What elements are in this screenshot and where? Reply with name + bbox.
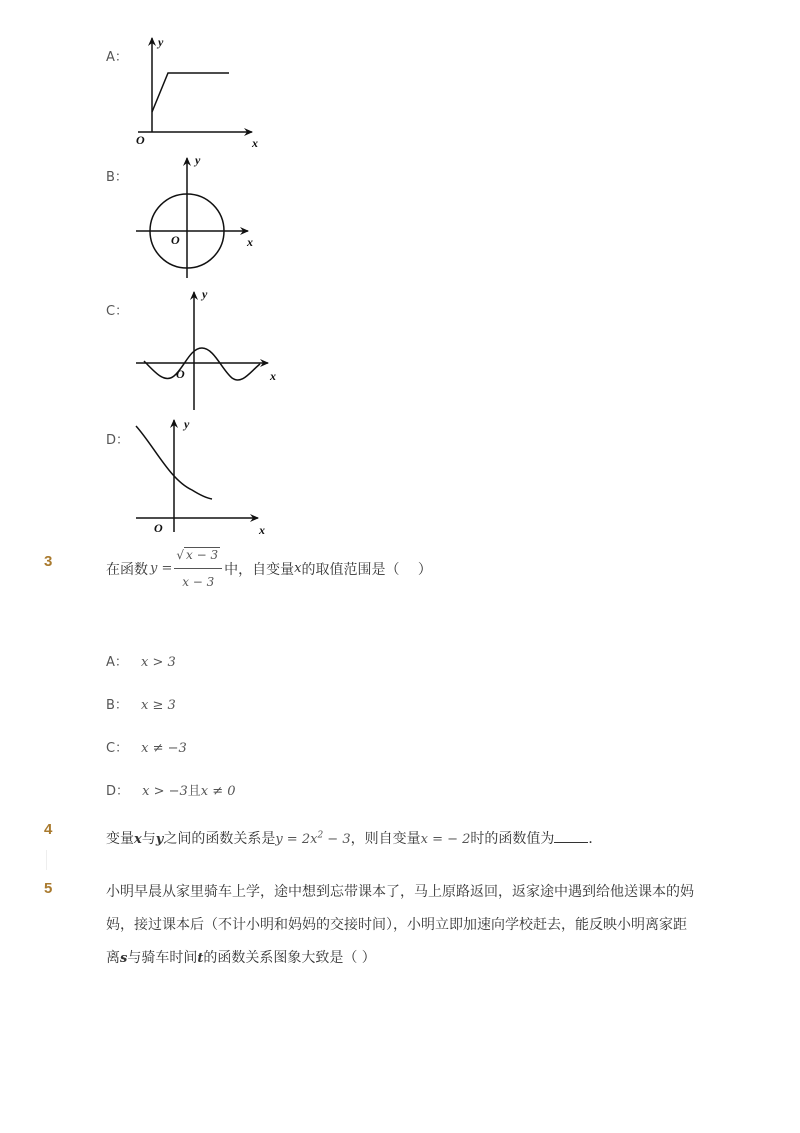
- question-line-3: [106, 947, 376, 967]
- y-axis-label: y: [184, 417, 190, 431]
- question-number: 4: [44, 821, 53, 838]
- origin-label: O: [154, 521, 163, 535]
- stem-prefix: 在函数: [106, 561, 148, 578]
- question-stem: [106, 548, 432, 589]
- x-axis-label: x: [247, 235, 253, 249]
- option-expr: x ≠ −3: [141, 741, 187, 756]
- x-axis-label: x: [270, 369, 276, 383]
- option-expr-2: x ≠ 0: [200, 784, 236, 799]
- question-stem: [106, 828, 602, 848]
- option-label: D：: [106, 784, 130, 799]
- equation: − 3: [323, 832, 351, 847]
- q3-option-a[interactable]: [106, 651, 176, 670]
- option-expr: x > 3: [141, 655, 176, 670]
- equation: x = − 2: [420, 832, 471, 847]
- fraction-denominator: x − 3: [182, 575, 215, 589]
- graph-d: [130, 414, 280, 546]
- stem-text: 与骑车时间: [127, 950, 198, 966]
- stem-text: 时的函数值为: [470, 831, 555, 847]
- fraction-numerator: √ x − 3: [174, 548, 222, 569]
- origin-label: O: [176, 367, 185, 381]
- stem-var: x: [294, 561, 302, 576]
- question-number: 3: [44, 553, 53, 570]
- graph-a: [130, 32, 270, 158]
- equation-exponent: 2: [317, 830, 324, 841]
- option-join: 且: [187, 784, 201, 799]
- stem-var: t: [197, 951, 204, 966]
- origin-label: O: [136, 133, 145, 147]
- stem-text: 之间的函数关系是: [163, 831, 276, 847]
- option-label: B：: [106, 170, 128, 185]
- graph-c: [130, 286, 290, 420]
- stem-text: 离: [106, 950, 120, 966]
- graph-b: [130, 152, 270, 286]
- y-axis-label: y: [158, 35, 164, 49]
- question-line-1: 小明早晨从家里骑车上学，途中想到忘带课本了，马上原路返回，返家途中遇到给他送课本的妈: [106, 884, 694, 900]
- equation: y = 2x: [275, 832, 318, 847]
- graph-curve: [152, 73, 229, 112]
- option-label: B：: [106, 698, 128, 713]
- stem-var: s: [120, 951, 128, 966]
- divider: [46, 850, 47, 870]
- stem-text: 的函数关系图象大致是（ ）: [203, 950, 376, 966]
- func-lhs: y =: [150, 561, 173, 576]
- question-number: 5: [44, 880, 53, 897]
- fraction: [174, 548, 222, 589]
- stem-text: ，则自变量: [350, 831, 421, 847]
- stem-suffix-1: 中，自变量: [224, 561, 295, 578]
- graph-curve: [144, 348, 260, 380]
- option-label: A：: [106, 50, 128, 65]
- option-label: A：: [106, 655, 128, 670]
- q3-option-c[interactable]: [106, 737, 187, 756]
- question-line-2: 妈，接过课本后（不计小明和妈妈的交接时间），小明立即加速向学校赶去，能反映小明离家距: [106, 917, 687, 933]
- option-expr-1: x > −3: [142, 784, 188, 799]
- option-label: D：: [106, 433, 130, 448]
- option-label: C：: [106, 304, 129, 319]
- stem-text: 与: [141, 831, 156, 847]
- stem-suffix-2: 的取值范围是（ ）: [301, 561, 432, 578]
- origin-label: O: [171, 233, 180, 247]
- stem-text: 变量: [106, 831, 134, 847]
- option-label: C：: [106, 741, 129, 756]
- stem-text: ．: [588, 831, 603, 847]
- x-axis-label: x: [252, 136, 258, 150]
- option-expr: x ≥ 3: [141, 698, 176, 713]
- y-axis-label: y: [202, 287, 208, 301]
- y-axis-label: y: [195, 153, 201, 167]
- stem-var: x: [134, 832, 142, 847]
- x-axis-label: x: [259, 523, 265, 537]
- q3-option-d[interactable]: [106, 780, 236, 799]
- stem-var: y: [155, 832, 164, 847]
- answer-blank[interactable]: [554, 830, 588, 843]
- q3-option-b[interactable]: [106, 694, 176, 713]
